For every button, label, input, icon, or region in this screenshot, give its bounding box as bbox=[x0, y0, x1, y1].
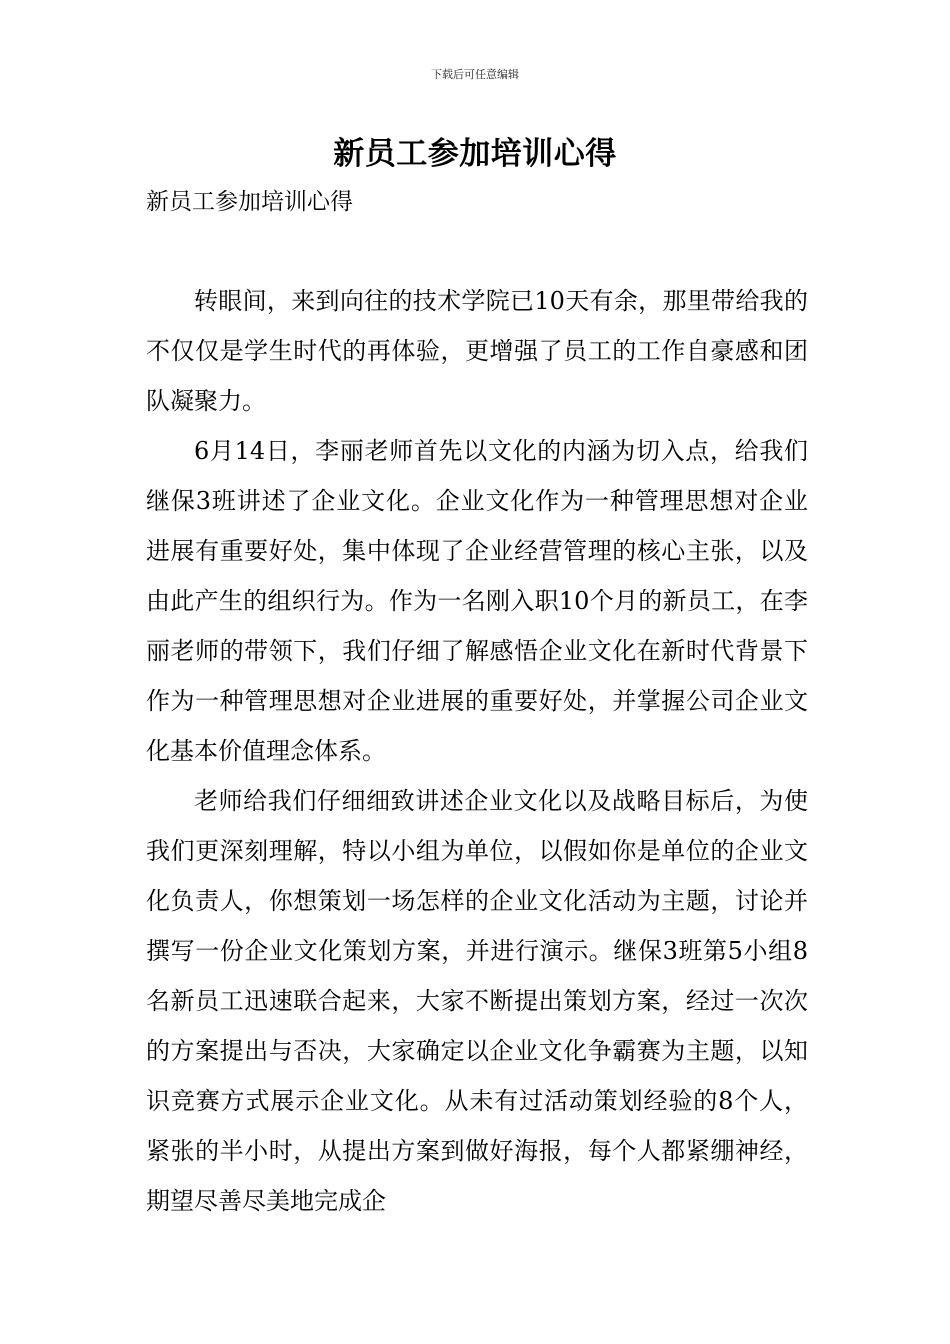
document-body bbox=[146, 276, 808, 1226]
paragraph-1: 转眼间，来到向往的技术学院已10天有余，那里带给我的不仅仅是学生时代的再体验，更增强了员工的工作自豪感和团队凝聚力。 bbox=[146, 287, 808, 415]
document-subtitle: 新员工参加培训心得 bbox=[146, 189, 353, 215]
header-note: 下载后可任意编辑 bbox=[431, 68, 519, 81]
paragraph-3: 老师给我们仔细细致讲述企业文化以及战略目标后，为使我们更深刻理解，特以小组为单位，以假如你是单位的企业文化负责人，你想策划一场怎样的企业文化活动为主题，讨论并撰写一份企业文化策划方案，并进行演示。继保3班第5小组8名新员工迅速联合起来，大家不断提出策划方案，经过一次次的方案提出与否决，大家确定以企业文化争霸赛为主题，以知识竞赛方式展示企业文化。从未有过活动策划经验的8个人，紧张的半小时，从提出方案到做好海报，每个人都紧绷神经，期望尽善尽美地完成企 bbox=[146, 787, 808, 1215]
paragraph-2: 6月14日，李丽老师首先以文化的内涵为切入点，给我们继保3班讲述了企业文化。企业文化作为一种管理思想对企业进展有重要好处，集中体现了企业经营管理的核心主张，以及由此产生的组织行为。作为一名刚入职10个月的新员工，在李丽老师的带领下，我们仔细了解感悟企业文化在新时代背景下作为一种管理思想对企业进展的重要好处，并掌握公司企业文化基本价值理念体系。 bbox=[146, 437, 808, 765]
document-title: 新员工参加培训心得 bbox=[333, 136, 617, 172]
